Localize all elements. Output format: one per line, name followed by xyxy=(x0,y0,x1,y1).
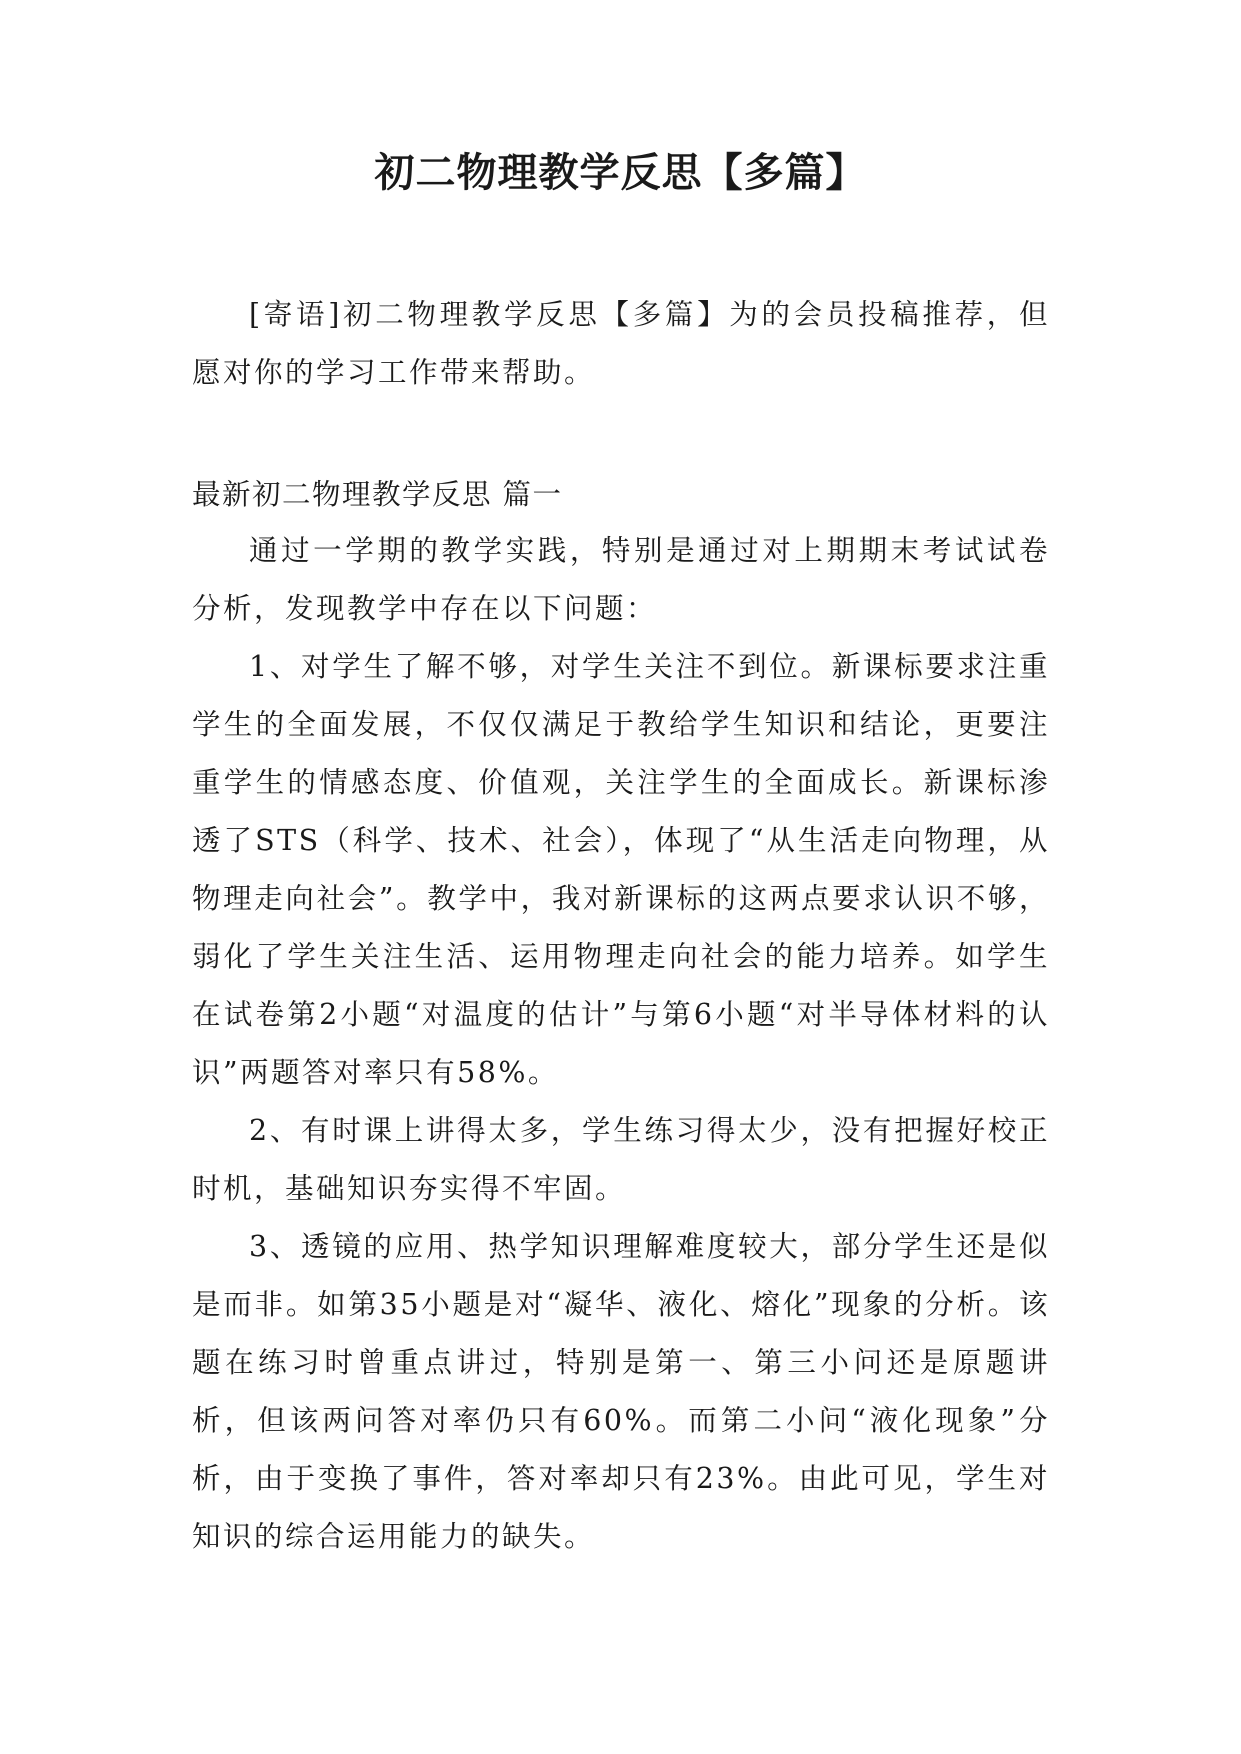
intro-paragraph: [寄语]初二物理教学反思【多篇】为的会员投稿推荐，但愿对你的学习工作带来帮助。 xyxy=(192,298,1050,389)
paragraph-overview: 通过一学期的教学实践，特别是通过对上期期末考试试卷分析，发现教学中存在以下问题： xyxy=(192,534,1050,625)
paragraph-point-2: 2、有时课上讲得太多，学生练习得太少，没有把握好校正时机，基础知识夯实得不牢固。 xyxy=(192,1114,1050,1205)
section-heading: 最新初二物理教学反思 篇一 xyxy=(192,478,563,511)
paragraph-point-1: 1、对学生了解不够，对学生关注不到位。新课标要求注重学生的全面发展，不仅仅满足于教给学生知识和结论，更要注重学生的情感态度、价值观，关注学生的全面成长。新课标渗透了STS（科学、技术、社会），体现了“从生活走向物理，从物理走向社会”。教学中，我对新课标的这两点要求认识不够，弱化了学生关注生活、运用物理走向社会的能力培养。如学生在试卷第2小题“对温度的估计”与第6小题“对半导体材料的认识”两题答对率只有58%。 xyxy=(192,650,1050,1089)
paragraph-point-3: 3、透镜的应用、热学知识理解难度较大，部分学生还是似是而非。如第35小题是对“凝华、液化、熔化”现象的分析。该题在练习时曾重点讲过，特别是第一、第三小问还是原题讲析，但该两问答对率仍只有60%。而第二小问“液化现象”分析，由于变换了事件，答对率却只有23%。由此可见，学生对知识的综合运用能力的缺失。 xyxy=(192,1230,1050,1553)
document-title: 初二物理教学反思【多篇】 xyxy=(374,149,867,196)
section-body xyxy=(192,522,1050,1566)
